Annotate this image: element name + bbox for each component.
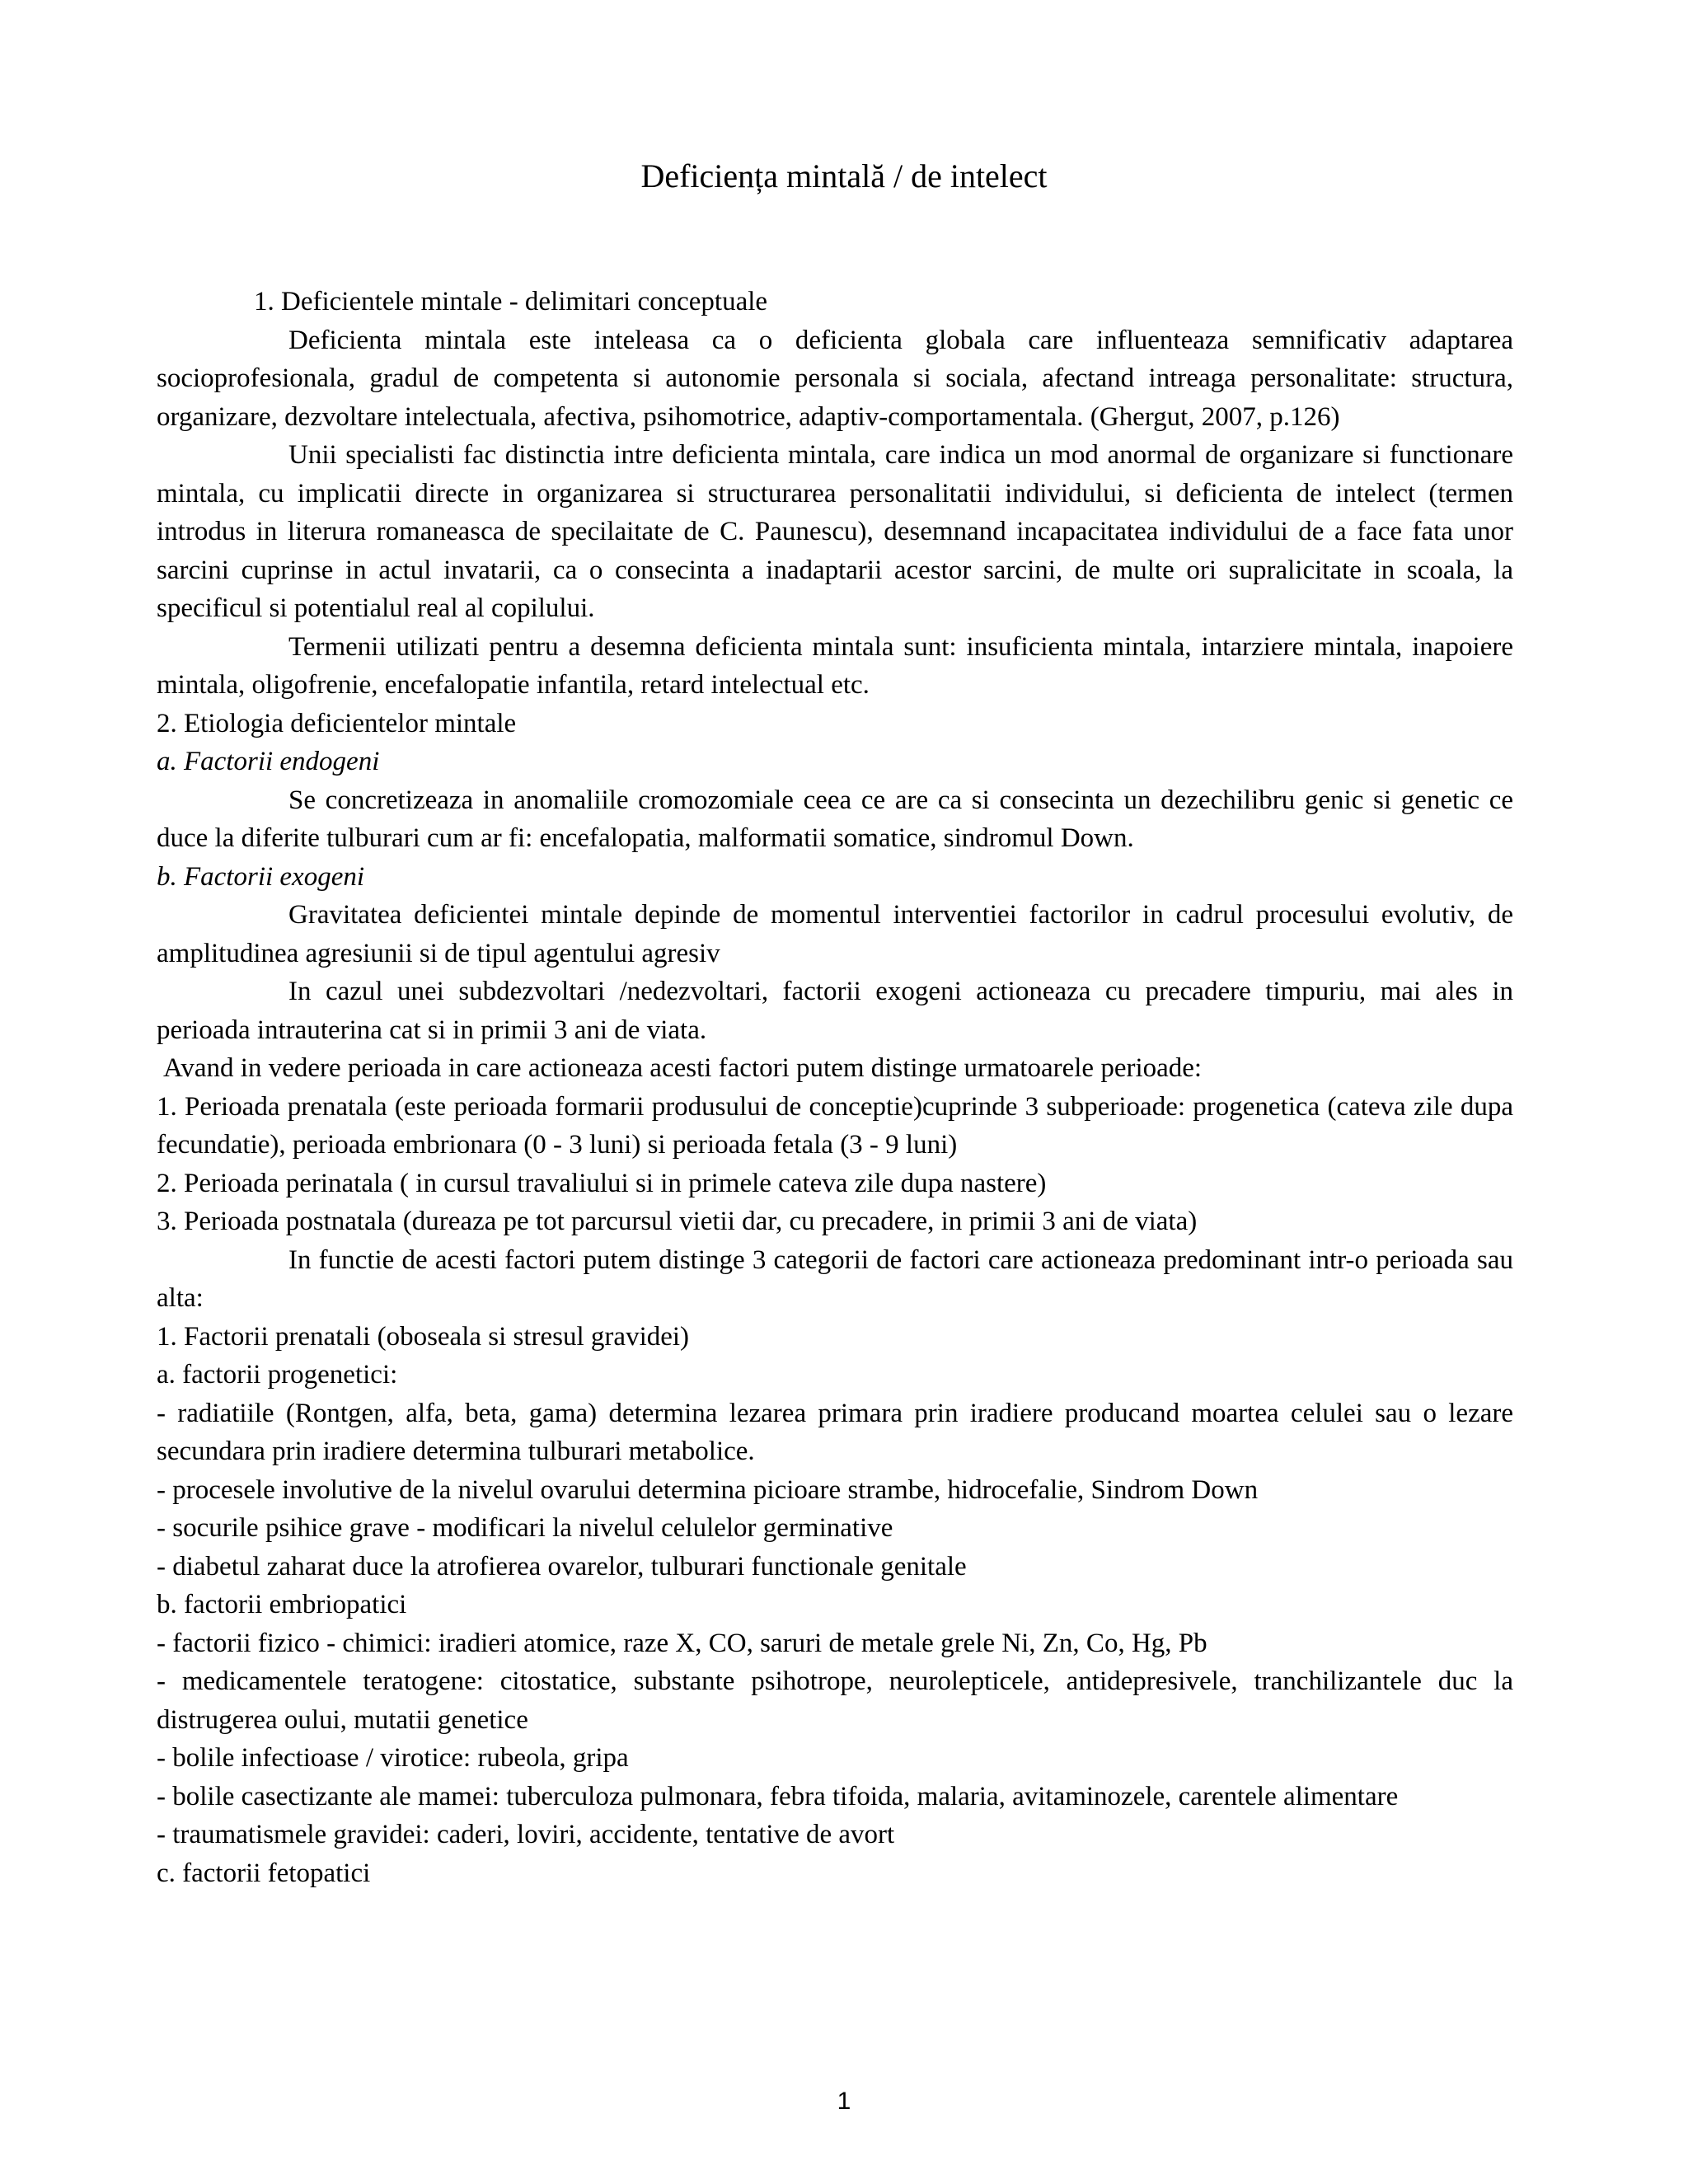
list-item: - bolile infectioase / virotice: rubeola, gripa <box>157 1743 629 1773</box>
document-title: Deficiența mintală / de intelect <box>640 157 1048 194</box>
subheading-endogenous: a. Factorii endogeni <box>157 747 380 776</box>
paragraph-underdevelopment: In cazul unei subdezvoltari /nedezvoltari, factorii exogeni actioneaza cu precadere timpuriu, mai ales in perioada intrauterina cat si in primii 3 ani de viata. <box>157 977 1513 1045</box>
paragraph-distinction: Unii specialisti fac distinctia intre deficienta mintala, care indica un mod anormal de organizare si functionare mintala, cu implicatii directe in organizarea si structurarea personalitatii individului, si deficienta de intelect (termen introdus in literura romaneasca de specilaitate de C. Paunescu), desemnand incapacitatea individului de a face fata unor sarcini cuprinse in actul invatarii, ca o consecinta a inadaptarii acestor sarcini, de multe ori supralicitate in scoala, la specificul si potentialul real al copilului. <box>157 440 1513 623</box>
list-item-period-prenatal: 1. Perioada prenatala (este perioada formarii produsului de conceptie)cuprinde 3 subperioade: progenetica (cateva zile dupa fecundatie), perioada embrionara (0 - 3 luni) si perioada fetala (3 - 9 luni) <box>157 1091 1513 1160</box>
list-heading-embryopathic: b. factorii embriopatici <box>157 1590 407 1619</box>
list-item: - socurile psihice grave - modificari la nivelul celulelor germinative <box>157 1513 893 1543</box>
section-heading-2: 2. Etiologia deficientelor mintale <box>157 708 517 738</box>
paragraph-endogenous: Se concretizeaza in anomaliile cromozomiale ceea ce are ca si consecinta un dezechilibru genic si genetic ce duce la diferite tulburari cum ar fi: encefalopatia, malformatii somatice, sindromul Down. <box>157 785 1513 853</box>
list-heading-progenetic: a. factorii progenetici: <box>157 1360 398 1390</box>
list-item: - traumatismele gravidei: caderi, loviri, accidente, tentative de avort <box>157 1820 895 1849</box>
subheading-exogenous: b. Factorii exogeni <box>157 861 365 892</box>
list-item: - procesele involutive de la nivelul ovarului determina picioare strambe, hidrocefalie, Sindrom Down <box>157 1474 1259 1505</box>
list-item: - factorii fizico - chimici: iradieri atomice, raze X, CO, saruri de metale grele Ni, Zn, Co, Hg, Pb <box>157 1628 1207 1658</box>
list-item: - diabetul zaharat duce la atrofierea ovarelor, tulburari functionale genitale <box>157 1551 967 1582</box>
paragraph-periods-intro: Avand in vedere perioada in care actioneaza acesti factori putem distinge urmatoarele perioade: <box>163 1053 1203 1083</box>
list-heading-prenatal-factors: 1. Factorii prenatali (oboseala si stresul gravidei) <box>157 1321 690 1352</box>
section-heading-1: 1. Deficientele mintale - delimitari conceptuale <box>254 287 768 316</box>
page-number: 1 <box>837 2088 851 2115</box>
paragraph-definition: Deficienta mintala este inteleasa ca o deficienta globala care influenteaza semnificativ adaptarea socioprofesionala, gradul de competenta si autonomie personala si sociala, afectand intreaga personalitate: structura, organizare, dezvoltare intelectuala, afectiva, psihomotrice, adaptiv-comportamentala. (Ghergut, 2007, p.126) <box>157 325 1513 432</box>
list-item: - medicamentele teratogene: citostatice, substante psihotrope, neurolepticele, antidepresivele, tranchilizantele duc la distrugerea oului, mutatii genetice <box>157 1666 1513 1735</box>
list-heading-fetopathic: c. factorii fetopatici <box>157 1858 371 1888</box>
list-item-period-postnatal: 3. Perioada postnatala (dureaza pe tot parcursul vietii dar, cu precadere, in primii 3 ani de viata) <box>157 1207 1198 1236</box>
list-item: - bolile casectizante ale mamei: tuberculoza pulmonara, febra tifoida, malaria, avitaminozele, carentele alimentare <box>157 1781 1399 1811</box>
paragraph-categories: In functie de acesti factori putem distinge 3 categorii de factori care actioneaza predominant intr-o perioada sau alta: <box>157 1244 1513 1313</box>
paragraph-severity: Gravitatea deficientei mintale depinde de momentul interventiei factorilor in cadrul procesului evolutiv, de amplitudinea agresiunii si de tipul agentului agresiv <box>157 900 1513 968</box>
paragraph-terms: Termenii utilizati pentru a desemna deficienta mintala sunt: insuficienta mintala, intarziere mintala, inapoiere mintala, oligofrenie, encefalopatie infantila, retard intelectual etc. <box>157 631 1513 700</box>
list-item: - radiatiile (Rontgen, alfa, beta, gama) determina lezarea primara prin iradiere producand moartea celulei sau o lezare secundara prin iradiere determina tulburari metabolice. <box>157 1398 1513 1466</box>
document-body <box>157 283 1513 1892</box>
list-item-period-perinatal: 2. Perioada perinatala ( in cursul travaliului si in primele cateva zile dupa nastere) <box>157 1168 1047 1198</box>
